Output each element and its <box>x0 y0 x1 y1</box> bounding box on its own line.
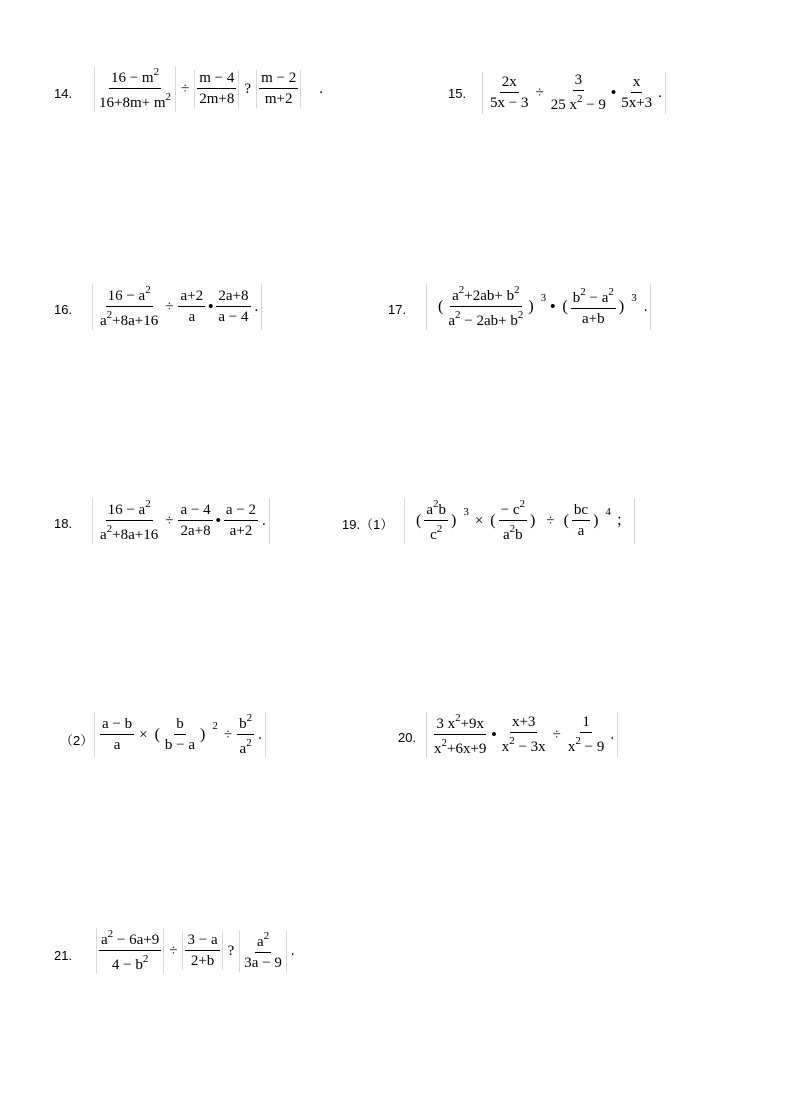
problem-16-number: 16. <box>54 302 73 317</box>
divide-operator: ÷ <box>552 726 561 743</box>
divide-operator: ÷ <box>169 942 178 959</box>
period: . <box>610 726 615 743</box>
fraction: $\frac{b^2}{a^2}$ <box>239 712 253 757</box>
period: . <box>643 298 648 315</box>
divide-operator: ÷ <box>165 298 174 315</box>
unknown-operator: ? <box>244 80 252 97</box>
fraction: $\frac{x}{5x+3}$ <box>621 74 653 111</box>
period: . <box>258 726 262 743</box>
right-paren: ) <box>530 512 536 529</box>
fraction: $\frac{2x}{5x - 3}$ <box>490 74 529 111</box>
left-paren: ( <box>563 512 569 529</box>
multiply-operator: × <box>139 726 148 743</box>
fraction: $\frac{a+2}{a}$ <box>180 288 204 325</box>
fraction: $\frac{b^2 - a^2}{a+b}$ <box>572 286 614 327</box>
fraction: $\frac{16 - m^2}{16+8m+ m^2}$ <box>94 66 176 112</box>
exponent: 3 <box>463 505 469 518</box>
fraction: $\frac{3 - a}{2+b}$ <box>182 932 222 970</box>
problem-16-expression <box>92 284 262 330</box>
right-paren: ) <box>593 512 599 529</box>
problem-17-expression <box>426 284 651 330</box>
problem-19-2-expression <box>94 712 266 758</box>
left-paren: ( <box>490 512 496 529</box>
fraction: $\frac{a - 2}{a+2}$ <box>225 502 256 539</box>
fraction: $\frac{- c^2}{a^2b}$ <box>500 498 525 543</box>
fraction: $\frac{a^2 - 6a+9}{4 - b^2}$ <box>96 928 164 974</box>
period: . <box>254 298 259 315</box>
multiply-operator: × <box>474 512 484 529</box>
left-paren: ( <box>438 298 444 315</box>
left-paren: ( <box>154 726 160 743</box>
problem-19-2-number: （2） <box>60 733 94 748</box>
divide-operator: ÷ <box>546 512 555 529</box>
problem-14-expression <box>92 66 323 112</box>
left-paren: ( <box>562 298 568 315</box>
problem-14-number: 14. <box>54 86 73 101</box>
problem-21-expression <box>94 928 295 974</box>
fraction: $\frac{a - 4}{2a+8}$ <box>180 502 211 539</box>
fraction: $\frac{b}{b - a}$ <box>164 716 196 753</box>
problem-15-number: 15. <box>448 86 467 101</box>
period: . <box>319 80 323 97</box>
fraction: $\frac{1}{x^2 - 9}$ <box>567 714 605 755</box>
fraction: $\frac{3 x^2+9x}{x^2+6x+9}$ <box>434 712 487 757</box>
problem-20-expression <box>426 712 618 758</box>
problem-21-number: 21. <box>54 948 73 963</box>
problem-17-number: 17. <box>388 302 407 317</box>
problem-19-1-expression <box>404 498 635 544</box>
fraction: $\frac{bc}{a}$ <box>573 502 589 539</box>
fraction: $\frac{a^2b}{c^2}$ <box>426 498 446 543</box>
period: . <box>658 84 662 101</box>
right-paren: ) <box>528 298 534 315</box>
multiply-operator: • <box>550 298 556 315</box>
fraction: $\frac{m - 2}{m+2}$ <box>256 70 301 108</box>
fraction: $\frac{m - 4}{2m+8}$ <box>194 70 239 108</box>
fraction: $\frac{a^2+2ab+ b^2}{a^2 - 2ab+ b^2}$ <box>448 284 524 329</box>
left-paren: ( <box>416 512 422 529</box>
fraction: $\frac{a^2}{3a - 9}$ <box>239 930 287 972</box>
right-paren: ) <box>618 298 625 315</box>
problem-18-number: 18. <box>54 516 73 531</box>
right-paren: ) <box>200 726 206 743</box>
multiply-operator: • <box>208 298 214 315</box>
problem-15-expression <box>482 72 666 114</box>
multiply-operator: • <box>215 512 221 529</box>
multiply-operator: • <box>491 726 497 743</box>
fraction: $\frac{a - b}{a}$ <box>102 716 133 753</box>
exponent: 2 <box>212 719 218 732</box>
fraction: $\frac{16 - a^2}{a^2+8a+16}$ <box>100 498 159 543</box>
exponent: 4 <box>605 505 611 518</box>
problem-19-number: 19.（1） <box>342 517 394 532</box>
fraction: $\frac{2a+8}{a - 4}$ <box>218 288 249 325</box>
period: . <box>262 512 266 529</box>
divide-operator: ÷ <box>223 726 233 743</box>
multiply-operator: • <box>610 84 617 101</box>
divide-operator: ÷ <box>165 512 174 529</box>
unknown-operator: ? <box>227 942 235 959</box>
period: . <box>290 942 295 959</box>
right-paren: ) <box>451 512 457 529</box>
exponent: 3 <box>631 291 637 304</box>
divide-operator: ÷ <box>181 80 190 97</box>
divide-operator: ÷ <box>535 84 544 101</box>
problem-20-number: 20. <box>398 730 417 745</box>
exponent: 3 <box>540 291 547 304</box>
problem-18-expression <box>92 498 270 544</box>
semicolon: ； <box>615 512 631 529</box>
fraction: $\frac{3}{25 x^2 - 9}$ <box>550 72 606 113</box>
fraction: $\frac{x+3}{x^2 - 3x}$ <box>501 714 546 755</box>
fraction: $\frac{16 - a^2}{a^2+8a+16}$ <box>100 284 159 329</box>
